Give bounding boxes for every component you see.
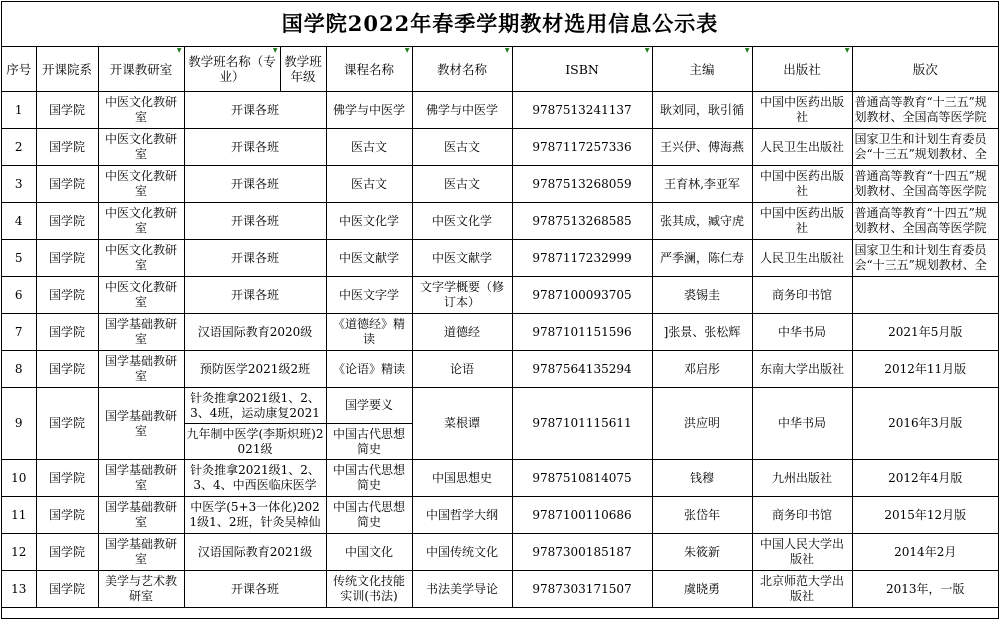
table-row [2,166,998,203]
cell-class[interactable]: 开课各班 [184,92,326,129]
cell-dept[interactable]: 中医文化教研室 [98,166,184,203]
cell-isbn[interactable]: 9787300185187 [512,534,652,571]
cell-course[interactable]: 中国古代思想简史 [326,460,412,497]
cell-textbook[interactable]: 中国哲学大纲 [412,497,512,534]
header-college[interactable]: 开课院系 [36,47,98,92]
cell-textbook[interactable]: 论语 [412,351,512,388]
table-row [2,314,998,351]
cell-course[interactable]: 《论语》精读 [326,351,412,388]
cell-editor[interactable]: 朱筱新 [652,534,752,571]
table-row [2,129,998,166]
cell-course[interactable]: 中医文字学 [326,277,412,314]
cell-college[interactable]: 国学院 [36,460,98,497]
cell-isbn[interactable]: 9787303171507 [512,571,652,608]
table-row [2,277,998,314]
header-textbook[interactable]: 教材名称 ▼ [412,47,512,92]
cell-textbook[interactable]: 中医文献学 [412,240,512,277]
cell-isbn[interactable]: 9787101115611 [512,388,652,460]
table-row [2,203,998,240]
cell-class[interactable]: 开课各班 [184,571,326,608]
cell-course[interactable]: 中国古代思想简史 [326,424,412,460]
cell-editor[interactable]: 王育林,李亚军 [652,166,752,203]
cell-class[interactable]: 开课各班 [184,203,326,240]
cell-class[interactable]: 中医学(5+3一体化)2021级1、2班，针灸吴棹仙 [184,497,326,534]
cell-seq[interactable]: 12 [2,534,36,571]
header-publisher[interactable]: 出版社 ▼ [752,47,852,92]
cell-seq[interactable]: 2 [2,129,36,166]
cell-seq[interactable]: 9 [2,388,36,460]
cell-isbn[interactable]: 9787101151596 [512,314,652,351]
cell-editor[interactable]: 洪应明 [652,388,752,460]
textbook-table [2,47,998,608]
cell-college[interactable]: 国学院 [36,534,98,571]
filter-arrow-icon[interactable]: ▼ [644,47,650,54]
cell-editor[interactable]: ]张景、张松辉 [652,314,752,351]
spreadsheet [1,1,999,619]
cell-seq[interactable]: 5 [2,240,36,277]
header-seq: 序号 [2,47,36,92]
cell-isbn[interactable]: 9787100110686 [512,497,652,534]
cell-dept[interactable]: 中医文化教研室 [98,203,184,240]
cell-isbn[interactable]: 9787510814075 [512,460,652,497]
cell-class[interactable]: 针灸推拿2021级1、2、3、4、中西医临床医学 [184,460,326,497]
cell-college[interactable]: 国学院 [36,203,98,240]
cell-dept[interactable]: 国学基础教研室 [98,351,184,388]
table-row [2,571,998,608]
filter-arrow-icon[interactable]: ▼ [272,47,278,54]
cell-class[interactable]: 汉语国际教育2020级 [184,314,326,351]
cell-edition[interactable] [852,277,998,314]
cell-college[interactable]: 国学院 [36,129,98,166]
cell-college[interactable]: 国学院 [36,497,98,534]
cell-publisher[interactable]: 人民卫生出版社 [752,129,852,166]
header-class-grade[interactable]: 教学班年级 [280,47,326,92]
cell-course[interactable]: 《道德经》精读 [326,314,412,351]
cell-publisher[interactable]: 中华书局 [752,388,852,460]
cell-class[interactable]: 针灸推拿2021级1、2、3、4班，运动康复2021 [184,388,326,424]
cell-isbn[interactable]: 9787513268585 [512,203,652,240]
filter-arrow-icon[interactable]: ▼ [744,47,750,54]
cell-seq[interactable]: 1 [2,92,36,129]
table-row [2,460,998,497]
cell-college[interactable]: 国学院 [36,314,98,351]
cell-college[interactable]: 国学院 [36,166,98,203]
cell-edition[interactable]: 国家卫生和计划生育委员会“十三五”规划教材、全 [852,240,998,277]
cell-class[interactable]: 开课各班 [184,166,326,203]
cell-dept[interactable]: 国学基础教研室 [98,314,184,351]
cell-seq[interactable]: 8 [2,351,36,388]
cell-publisher[interactable]: 中国中医药出版社 [752,92,852,129]
table-row [2,92,998,129]
table-row [2,534,998,571]
filter-arrow-icon[interactable]: ▼ [504,47,510,54]
cell-edition[interactable]: 普通高等教育“十四五”规划教材、全国高等医学院 [852,166,998,203]
cell-publisher[interactable]: 中国人民大学出版社 [752,534,852,571]
cell-publisher[interactable]: 人民卫生出版社 [752,240,852,277]
cell-dept[interactable]: 国学基础教研室 [98,497,184,534]
cell-editor[interactable]: 严季澜，陈仁寿 [652,240,752,277]
cell-college[interactable]: 国学院 [36,351,98,388]
cell-edition[interactable]: 普通高等教育“十三五”规划教材、全国高等医学院 [852,92,998,129]
cell-college[interactable]: 国学院 [36,240,98,277]
cell-course[interactable]: 佛学与中医学 [326,92,412,129]
cell-edition[interactable]: 2014年2月 [852,534,998,571]
cell-textbook[interactable]: 书法美学导论 [412,571,512,608]
cell-edition[interactable]: 普通高等教育“十四五”规划教材、全国高等医学院 [852,203,998,240]
cell-isbn[interactable]: 9787513241137 [512,92,652,129]
cell-editor[interactable]: 钱穆 [652,460,752,497]
cell-course[interactable]: 中医文献学 [326,240,412,277]
cell-textbook[interactable]: 道德经 [412,314,512,351]
cell-class[interactable]: 开课各班 [184,129,326,166]
cell-class[interactable]: 开课各班 [184,277,326,314]
header-editor[interactable]: 主编 ▼ [652,47,752,92]
cell-publisher[interactable]: 中国中医药出版社 [752,203,852,240]
cell-course[interactable]: 中国古代思想简史 [326,497,412,534]
cell-college[interactable]: 国学院 [36,277,98,314]
cell-textbook[interactable]: 中国思想史 [412,460,512,497]
page-title: 国学院2022年春季学期教材选用信息公示表 [2,2,998,47]
header-course[interactable]: 课程名称 ▼ [326,47,412,92]
cell-edition[interactable]: 2016年3月版 [852,388,998,460]
cell-isbn[interactable]: 9787513268059 [512,166,652,203]
cell-seq[interactable]: 3 [2,166,36,203]
cell-dept[interactable]: 国学基础教研室 [98,388,184,460]
cell-dept[interactable]: 美学与艺术教研室 [98,571,184,608]
table-row [2,497,998,534]
cell-publisher[interactable]: 商务印书馆 [752,497,852,534]
table-row [2,388,998,424]
cell-class[interactable]: 九年制中医学(李斯炽班)2021级 [184,424,326,460]
cell-seq[interactable]: 11 [2,497,36,534]
cell-dept[interactable]: 国学基础教研室 [98,460,184,497]
cell-edition[interactable]: 2012年11月版 [852,351,998,388]
cell-editor[interactable]: 邓启彤 [652,351,752,388]
cell-textbook[interactable]: 医古文 [412,166,512,203]
cell-dept[interactable]: 国学基础教研室 [98,534,184,571]
filter-arrow-icon[interactable]: ▼ [844,47,850,54]
cell-publisher[interactable]: 中华书局 [752,314,852,351]
cell-isbn[interactable]: 9787564135294 [512,351,652,388]
cell-textbook[interactable]: 中医文化学 [412,203,512,240]
cell-textbook[interactable]: 菜根谭 [412,388,512,460]
filter-arrow-icon[interactable]: ▼ [176,47,182,54]
cell-editor[interactable]: 虞晓勇 [652,571,752,608]
cell-editor[interactable]: 王兴伊、傅海燕 [652,129,752,166]
cell-seq[interactable]: 13 [2,571,36,608]
cell-seq[interactable]: 4 [2,203,36,240]
cell-course[interactable]: 医古文 [326,129,412,166]
cell-textbook[interactable]: 文字学概要（修订本） [412,277,512,314]
cell-college[interactable]: 国学院 [36,92,98,129]
cell-course[interactable]: 国学要义 [326,388,412,424]
cell-course[interactable]: 中国文化 [326,534,412,571]
cell-publisher[interactable]: 东南大学出版社 [752,351,852,388]
cell-dept[interactable]: 中医文化教研室 [98,92,184,129]
cell-class[interactable]: 汉语国际教育2021级 [184,534,326,571]
cell-college[interactable]: 国学院 [36,388,98,460]
cell-textbook[interactable]: 中国传统文化 [412,534,512,571]
cell-class[interactable]: 开课各班 [184,240,326,277]
header-isbn[interactable]: ISBN ▼ [512,47,652,92]
cell-editor[interactable]: 张岱年 [652,497,752,534]
cell-edition[interactable]: 2012年4月版 [852,460,998,497]
table-row [2,240,998,277]
cell-edition[interactable]: 2021年5月版 [852,314,998,351]
cell-edition[interactable]: 2013年，一版 [852,571,998,608]
cell-publisher[interactable]: 中国中医药出版社 [752,166,852,203]
cell-seq[interactable]: 6 [2,277,36,314]
header-dept[interactable]: 开课教研室 ▼ [98,47,184,92]
cell-dept[interactable]: 中医文化教研室 [98,129,184,166]
cell-course[interactable]: 传统文化技能实训(书法) [326,571,412,608]
cell-editor[interactable]: 张其成，臧守虎 [652,203,752,240]
cell-isbn[interactable]: 9787100093705 [512,277,652,314]
header-row [2,47,998,92]
cell-publisher[interactable]: 商务印书馆 [752,277,852,314]
cell-course[interactable]: 中医文化学 [326,203,412,240]
cell-seq[interactable]: 10 [2,460,36,497]
cell-course[interactable]: 医古文 [326,166,412,203]
cell-editor[interactable]: 裘锡圭 [652,277,752,314]
filter-arrow-icon[interactable]: ▼ [404,47,410,54]
cell-seq[interactable]: 7 [2,314,36,351]
cell-editor[interactable]: 耿刘同，耿引循 [652,92,752,129]
header-edition[interactable]: 版次 [852,47,998,92]
cell-class[interactable]: 预防医学2021级2班 [184,351,326,388]
cell-dept[interactable]: 中医文化教研室 [98,277,184,314]
cell-publisher[interactable]: 九州出版社 [752,460,852,497]
cell-textbook[interactable]: 佛学与中医学 [412,92,512,129]
cell-publisher[interactable]: 北京师范大学出版社 [752,571,852,608]
cell-edition[interactable]: 国家卫生和计划生育委员会“十三五”规划教材、全 [852,129,998,166]
cell-isbn[interactable]: 9787117232999 [512,240,652,277]
table-row [2,351,998,388]
cell-textbook[interactable]: 医古文 [412,129,512,166]
cell-edition[interactable]: 2015年12月版 [852,497,998,534]
cell-isbn[interactable]: 9787117257336 [512,129,652,166]
header-class-name[interactable]: 教学班名称（专业） ▼ [184,47,280,92]
cell-college[interactable]: 国学院 [36,571,98,608]
cell-dept[interactable]: 中医文化教研室 [98,240,184,277]
